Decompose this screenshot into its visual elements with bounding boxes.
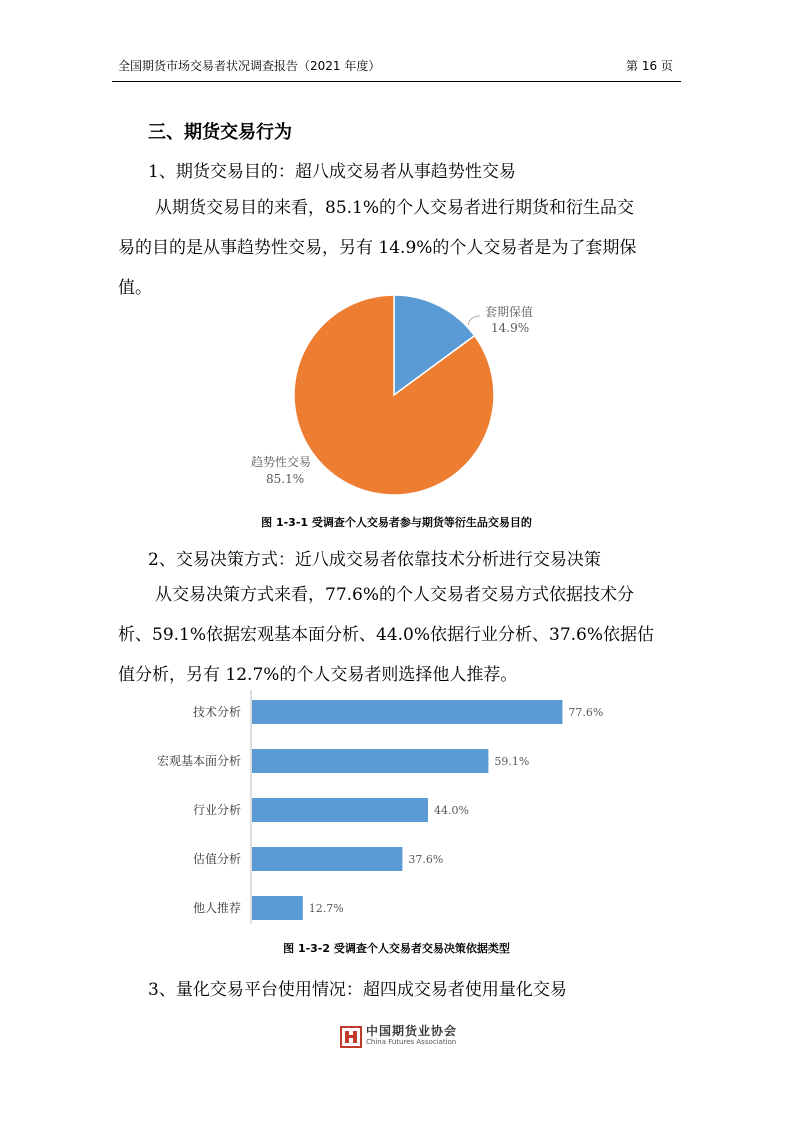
bar-value-label: 12.7%: [308, 902, 344, 915]
bar-category-label: 估值分析: [192, 852, 241, 866]
bar-category-label: 行业分析: [192, 803, 241, 817]
paragraph-line: 从期货交易目的来看，85.1%的个人交易者进行期货和衍生品交: [155, 198, 635, 218]
association-logo-icon: [340, 1024, 362, 1050]
subsection-2-paragraph: [118, 575, 678, 695]
header-divider: [112, 81, 681, 82]
paragraph-line: 易的目的是从事趋势性交易，另有 14.9%的个人交易者是为了套期保: [118, 238, 637, 258]
bar: [252, 798, 428, 822]
pie-chart: [0, 292, 793, 507]
pie-chart-caption: 图 1-3-1 受调查个人交易者参与期货等衍生品交易目的: [261, 516, 532, 529]
bar: [252, 847, 402, 871]
pie-label-trend: [251, 454, 311, 486]
paragraph-line: 值分析，另有 12.7%的个人交易者则选择他人推荐。: [118, 665, 518, 685]
subsection-3-heading: 3、量化交易平台使用情况：超四成交易者使用量化交易: [148, 980, 567, 1000]
bar-category-label: 技术分析: [192, 705, 241, 719]
section-title: 三、期货交易行为: [148, 122, 292, 143]
bar-category-label: 宏观基本面分析: [156, 754, 241, 768]
bar-category-label: 他人推荐: [192, 901, 241, 915]
bar-value-label: 44.0%: [434, 804, 469, 817]
bar-chart-caption: 图 1-3-2 受调查个人交易者交易决策依据类型: [283, 942, 510, 955]
subsection-1-paragraph: [118, 188, 678, 308]
pie-slice-value: 85.1%: [266, 472, 305, 486]
subsection-2-heading: 2、交易决策方式：近八成交易者依靠技术分析进行交易决策: [148, 550, 601, 570]
association-name: 中国期货业协会: [366, 1024, 458, 1038]
bar-value-label: 77.6%: [568, 706, 604, 719]
bar: [252, 700, 562, 724]
pie-slices: [294, 295, 494, 495]
bar: [252, 896, 303, 920]
bar-group: [157, 700, 603, 920]
bar: [252, 749, 488, 773]
page-number: 第 16 页: [626, 59, 673, 73]
bar-chart: [0, 690, 793, 930]
paragraph-line: 从交易决策方式来看，77.6%的个人交易者交易方式依据技术分: [155, 585, 635, 605]
subsection-1-heading: 1、期货交易目的：超八成交易者从事趋势性交易: [148, 162, 516, 182]
pie-slice-label: 套期保值: [485, 305, 534, 319]
pie-label-hedge: [468, 304, 533, 335]
paragraph-line: 值。: [118, 278, 152, 298]
pie-leader-line: [468, 316, 480, 325]
pie-slice-value: 14.9%: [491, 321, 530, 335]
pie-slice-label: 趋势性交易: [251, 455, 312, 469]
association-name-en: China Futures Association: [366, 1038, 457, 1046]
paragraph-line: 析、59.1%依据宏观基本面分析、44.0%依据行业分析、37.6%依据估: [118, 625, 655, 645]
bar-value-label: 37.6%: [408, 853, 444, 866]
bar-value-label: 59.1%: [494, 755, 530, 768]
header-title: 全国期货市场交易者状况调查报告（2021 年度）: [118, 59, 381, 73]
